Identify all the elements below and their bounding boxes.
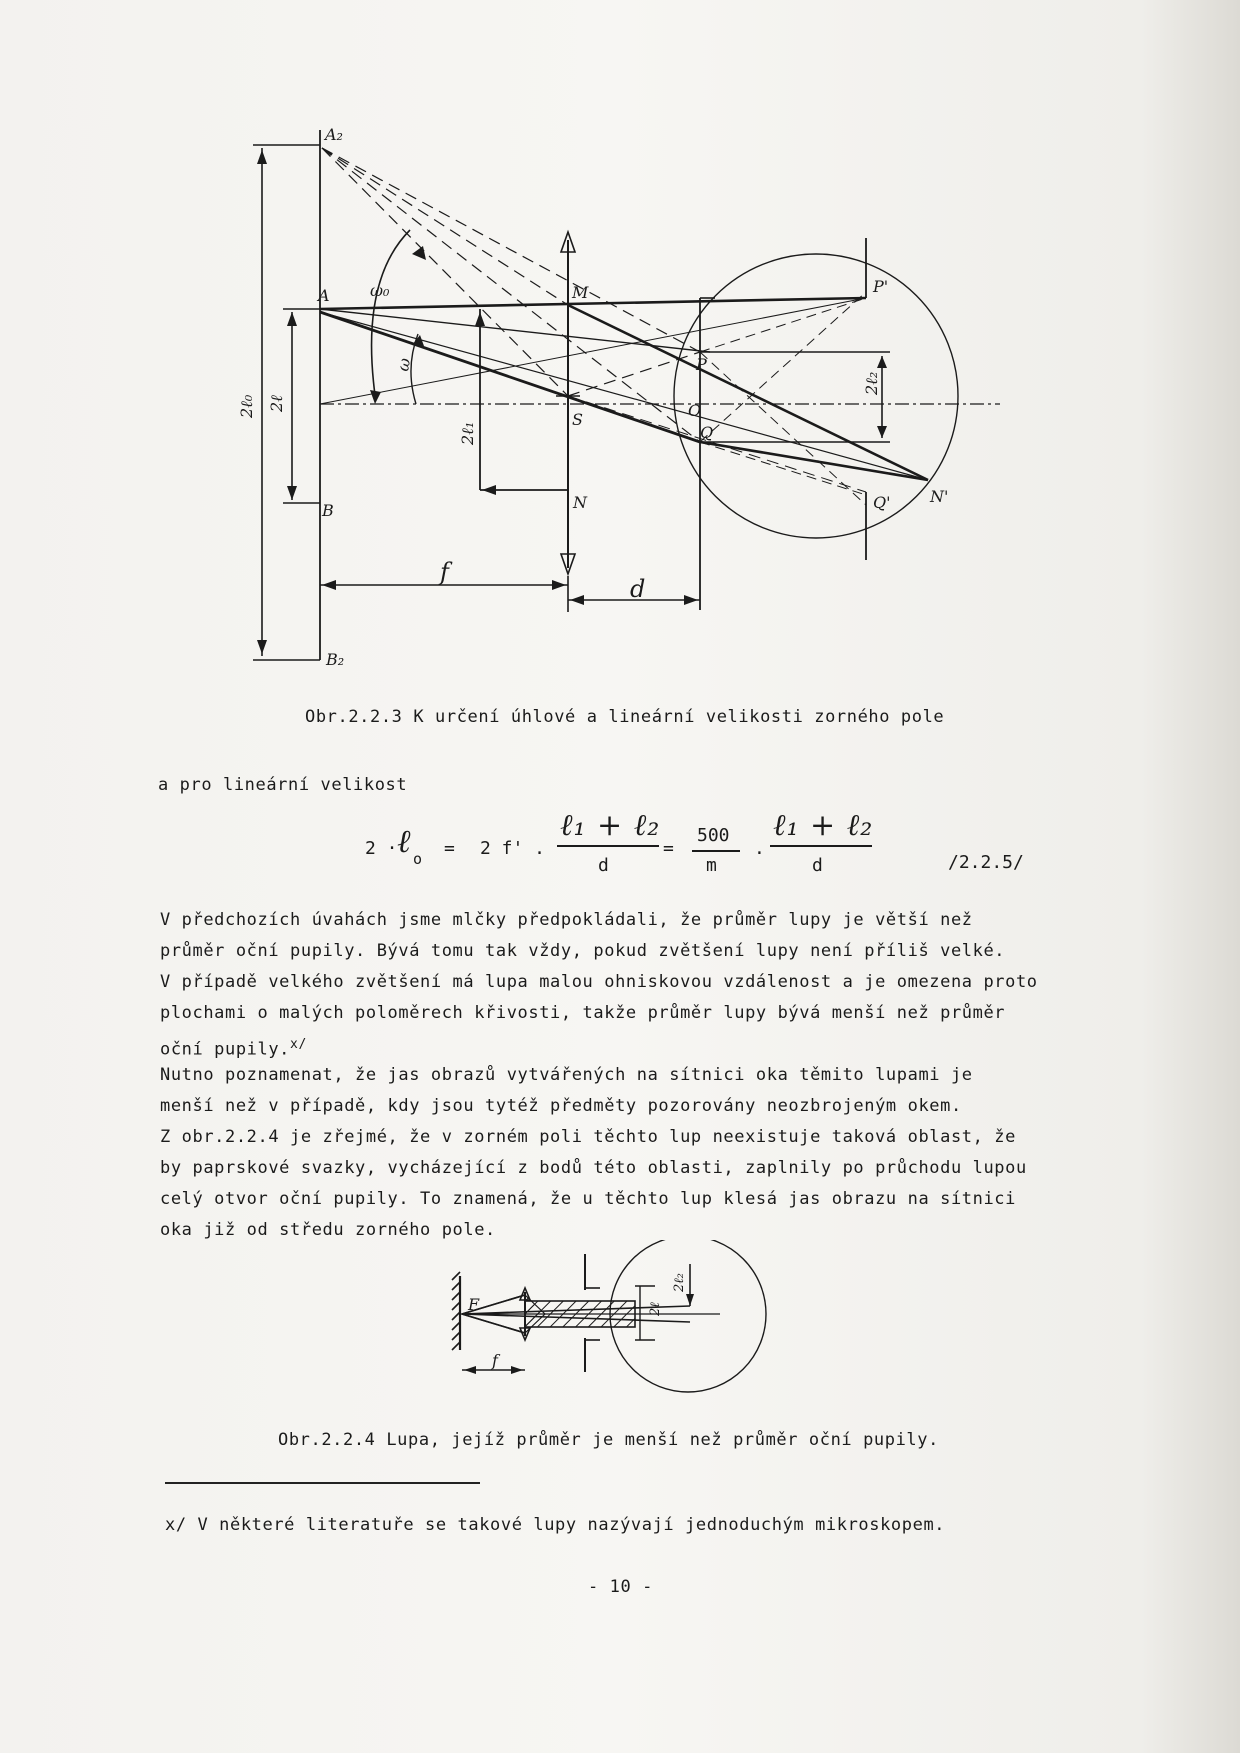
figure-2-2-3-caption: Obr.2.2.3 K určení úhlové a lineární velikosti zorného pole xyxy=(305,707,945,727)
label-2l: 2ℓ xyxy=(267,395,286,412)
footnote: x/ V některé literatuře se takové lupy nazývají jednoduchým mikroskopem. xyxy=(165,1515,946,1535)
paragraph-2-line: Z obr.2.2.4 je zřejmé, že v zorném poli těchto lup neexistuje taková oblast, že xyxy=(160,1127,1016,1147)
paragraph-2 xyxy=(160,1060,1100,1246)
label-Q-prime: Q' xyxy=(873,493,891,512)
eq-number: /2.2.5/ xyxy=(948,852,1024,873)
label-F: F xyxy=(468,1295,480,1314)
label-B: B xyxy=(322,501,334,520)
figure-2-2-4 xyxy=(0,1240,1240,1410)
eq-mid-factor: 2 f' . xyxy=(480,838,546,859)
eq-frac3-den: d xyxy=(812,855,823,876)
label-2l0: 2ℓ₀ xyxy=(237,394,256,418)
eq-frac2-num: 500 xyxy=(697,825,730,846)
footnote-marker: x/ xyxy=(290,1037,307,1052)
label-d: d xyxy=(630,575,646,603)
label-omega0: ω₀ xyxy=(370,281,390,300)
paragraph-2-line: by paprskové svazky, vycházející z bodů této oblasti, zaplnily po průchodu lupou xyxy=(160,1158,1027,1178)
label-S: S xyxy=(572,410,583,429)
label-N-prime: N' xyxy=(930,487,949,506)
label-2l-small: 2ℓ xyxy=(648,1302,663,1316)
paragraph-2-line: Nutno poznamenat, že jas obrazů vytvářených na sítnici oka těmito lupami je xyxy=(160,1065,973,1085)
eq-dot: . xyxy=(754,838,765,859)
lead-text: a pro lineární velikost xyxy=(158,775,408,795)
label-P: P xyxy=(696,355,707,374)
label-B2: B₂ xyxy=(326,650,345,669)
eq-lhs-coef: 2 · xyxy=(365,838,398,859)
page-number: - 10 - xyxy=(588,1577,654,1597)
label-M: M xyxy=(572,283,589,302)
label-N: N xyxy=(573,493,587,512)
paragraph-1-line: V předchozích úvahách jsme mlčky předpokládali, že průměr lupy je větší než xyxy=(160,910,973,930)
label-O: O xyxy=(688,401,702,420)
eq-frac3-bar xyxy=(770,845,872,847)
label-P-prime: P' xyxy=(873,277,889,296)
eq-frac2-bar xyxy=(692,850,740,852)
paragraph-2-line: oka již od středu zorného pole. xyxy=(160,1220,496,1240)
paragraph-2-line: menší než v případě, kdy jsou tytéž předměty pozorovány neozbrojeným okem. xyxy=(160,1096,962,1116)
figure-2-2-4-caption: Obr.2.2.4 Lupa, jejíž průměr je menší než průměr oční pupily. xyxy=(278,1430,939,1450)
label-omega: ω xyxy=(393,356,415,373)
eq-equals-2: = xyxy=(663,838,674,859)
eq-equals-1: = xyxy=(444,838,455,859)
eq-lhs-sub: o xyxy=(413,850,423,868)
eq-lhs-var: ℓ xyxy=(397,822,411,860)
label-A: A xyxy=(318,286,330,305)
eq-frac2-den: m xyxy=(706,855,717,876)
eq-frac1-den: d xyxy=(598,855,609,876)
label-2l2-small: 2ℓ₂ xyxy=(672,1273,687,1292)
paragraph-2-line: celý otvor oční pupily. To znamená, že u těchto lup klesá jas obrazu na sítnici xyxy=(160,1189,1016,1209)
paragraph-1-line: V případě velkého zvětšení má lupa malou ohniskovou vzdálenost a je omezena proto xyxy=(160,972,1038,992)
paragraph-1-line: průměr oční pupily. Bývá tomu tak vždy, pokud zvětšení lupy není příliš velké. xyxy=(160,941,1006,961)
paragraph-1-line: plochami o malých poloměrech křivosti, takže průměr lupy bývá menší než průměr xyxy=(160,1003,1006,1023)
eq-frac3-num: ℓ₁ + ℓ₂ xyxy=(773,808,874,843)
label-Q: Q xyxy=(700,423,714,442)
eq-frac1-bar xyxy=(557,845,659,847)
label-f-small: f xyxy=(492,1351,498,1370)
figure-2-2-3 xyxy=(0,0,1240,700)
footnote-rule xyxy=(165,1482,480,1484)
label-2l1: 2ℓ₁ xyxy=(458,421,477,445)
label-2l2: 2ℓ₂ xyxy=(862,371,881,395)
label-A2: A₂ xyxy=(325,125,343,144)
label-f: f xyxy=(440,558,449,586)
paragraph-1-last: oční pupily. xyxy=(160,1039,291,1060)
eq-frac1-num: ℓ₁ + ℓ₂ xyxy=(560,808,661,843)
paragraph-1 xyxy=(160,905,1100,1066)
